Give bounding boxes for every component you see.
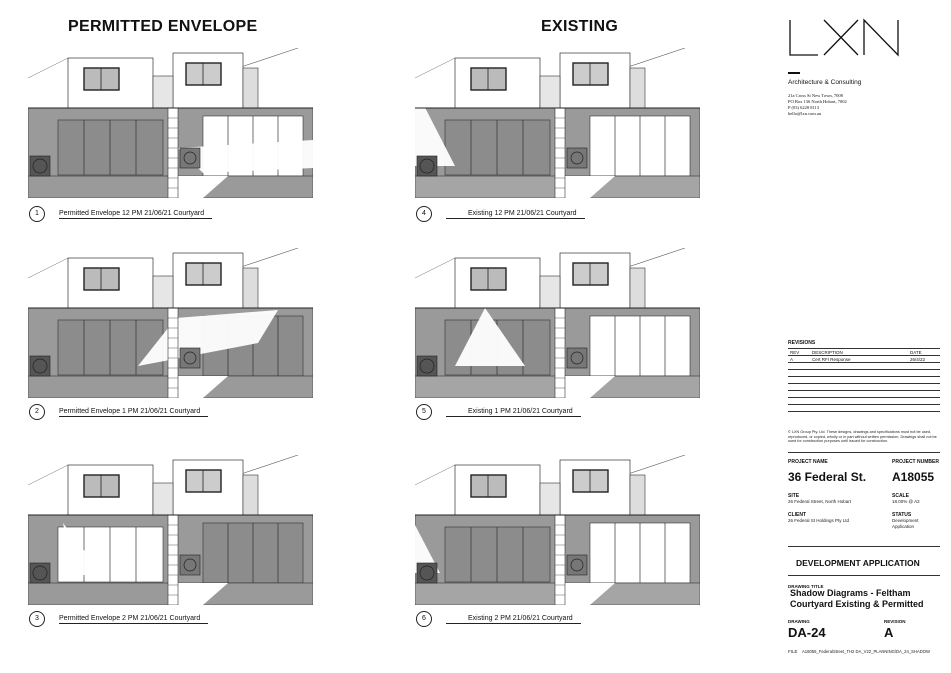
- file-label: FILE: [788, 649, 798, 654]
- development-application: DEVELOPMENT APPLICATION: [796, 558, 920, 568]
- logo-rule: [788, 72, 800, 74]
- revisions-label: REVISIONS: [788, 340, 816, 346]
- view-caption: Permitted Envelope 2 PM 21/06/21 Courtyard: [59, 615, 208, 624]
- address-line: P (03) 6228 8113: [788, 105, 820, 110]
- project-name: 36 Federal St.: [788, 470, 867, 484]
- address-line: PO Box 136 North Hobart, 7002: [788, 99, 847, 104]
- copyright-notice: © LXN Group Pty. Ltd. These designs, drawings and specifications must not be used, reproduced, or copied, wholly or in part without written permission. Drawings shall not be used for construction purposes until issued for construction.: [788, 430, 937, 444]
- project-name-label: PROJECT NAME: [788, 459, 828, 465]
- title-existing: EXISTING: [541, 18, 619, 35]
- file-path: A18055_FederalStreet_TH2 DA_V22_PLANNING/DA_24_SHADOW: [802, 649, 931, 654]
- view-number: 6: [416, 611, 432, 627]
- view-label-1: [29, 206, 212, 222]
- title-block: [788, 0, 943, 673]
- view-label-5: [416, 404, 581, 420]
- view-caption: Existing 12 PM 21/06/21 Courtyard: [446, 210, 585, 219]
- drawing-number: DA-24: [788, 625, 826, 640]
- view-label-4: [416, 206, 585, 222]
- scale-value: 18.00% @ A2: [892, 499, 920, 504]
- drawing-title-label: DRAWING TITLE: [788, 584, 824, 589]
- status-value: Development Application: [892, 518, 919, 529]
- view-label-6: [416, 611, 581, 627]
- address-line: hello@lxn.com.au: [788, 111, 822, 116]
- client-label: CLIENT: [788, 512, 807, 518]
- view-4-drawing: [415, 48, 700, 198]
- divider: [788, 575, 940, 576]
- description-cell: Cert RFI Response: [810, 356, 908, 363]
- view-number: 2: [29, 404, 45, 420]
- view-number: 3: [29, 611, 45, 627]
- scale-label: SCALE: [892, 493, 909, 499]
- project-number: A18055: [892, 470, 935, 484]
- revision-label: REVISION: [884, 619, 906, 624]
- view-caption: Existing 2 PM 21/06/21 Courtyard: [446, 615, 581, 624]
- view-2-drawing: [28, 248, 313, 398]
- view-1-drawing: [28, 48, 313, 198]
- client-value: 26 Federal St Holdings Pty Ltd: [788, 518, 850, 523]
- view-5-drawing: [415, 248, 700, 398]
- view-label-3: [29, 611, 208, 627]
- site-value: 26 Federal Street, North Hobart: [788, 499, 852, 504]
- view-label-2: [29, 404, 208, 420]
- view-caption: Permitted Envelope 12 PM 21/06/21 Courtyard: [59, 210, 212, 219]
- date-header: DATE: [908, 349, 940, 356]
- table-row: [788, 356, 940, 363]
- drawing-label: DRAWING: [788, 619, 810, 624]
- rev-cell: A: [788, 356, 810, 363]
- view-caption: Existing 1 PM 21/06/21 Courtyard: [446, 408, 581, 417]
- site-label: SITE: [788, 493, 800, 499]
- revision-value: A: [884, 625, 894, 640]
- view-number: 4: [416, 206, 432, 222]
- firm-address: [788, 93, 847, 117]
- title-permitted-envelope: PERMITTED ENVELOPE: [68, 18, 258, 35]
- view-3-drawing: [28, 455, 313, 605]
- divider: [788, 546, 940, 547]
- rev-header: REV: [788, 349, 810, 356]
- firm-name: Architecture & Consulting: [788, 79, 862, 86]
- view-number: 5: [416, 404, 432, 420]
- view-6-drawing: [415, 455, 700, 605]
- description-header: DESCRIPTION: [810, 349, 908, 356]
- project-number-label: PROJECT NUMBER: [892, 459, 939, 465]
- view-caption: Permitted Envelope 1 PM 21/06/21 Courtyard: [59, 408, 208, 417]
- drawing-title: Shadow Diagrams - Feltham Courtyard Existing & Permitted: [790, 588, 924, 609]
- address-line: 21a Cross St New Town, 7008: [788, 93, 843, 98]
- divider: [788, 452, 940, 453]
- view-number: 1: [29, 206, 45, 222]
- status-label: STATUS: [892, 512, 912, 518]
- revisions-table: [788, 348, 940, 412]
- date-cell: 26/4/22: [908, 356, 940, 363]
- lxn-logo: [788, 18, 903, 58]
